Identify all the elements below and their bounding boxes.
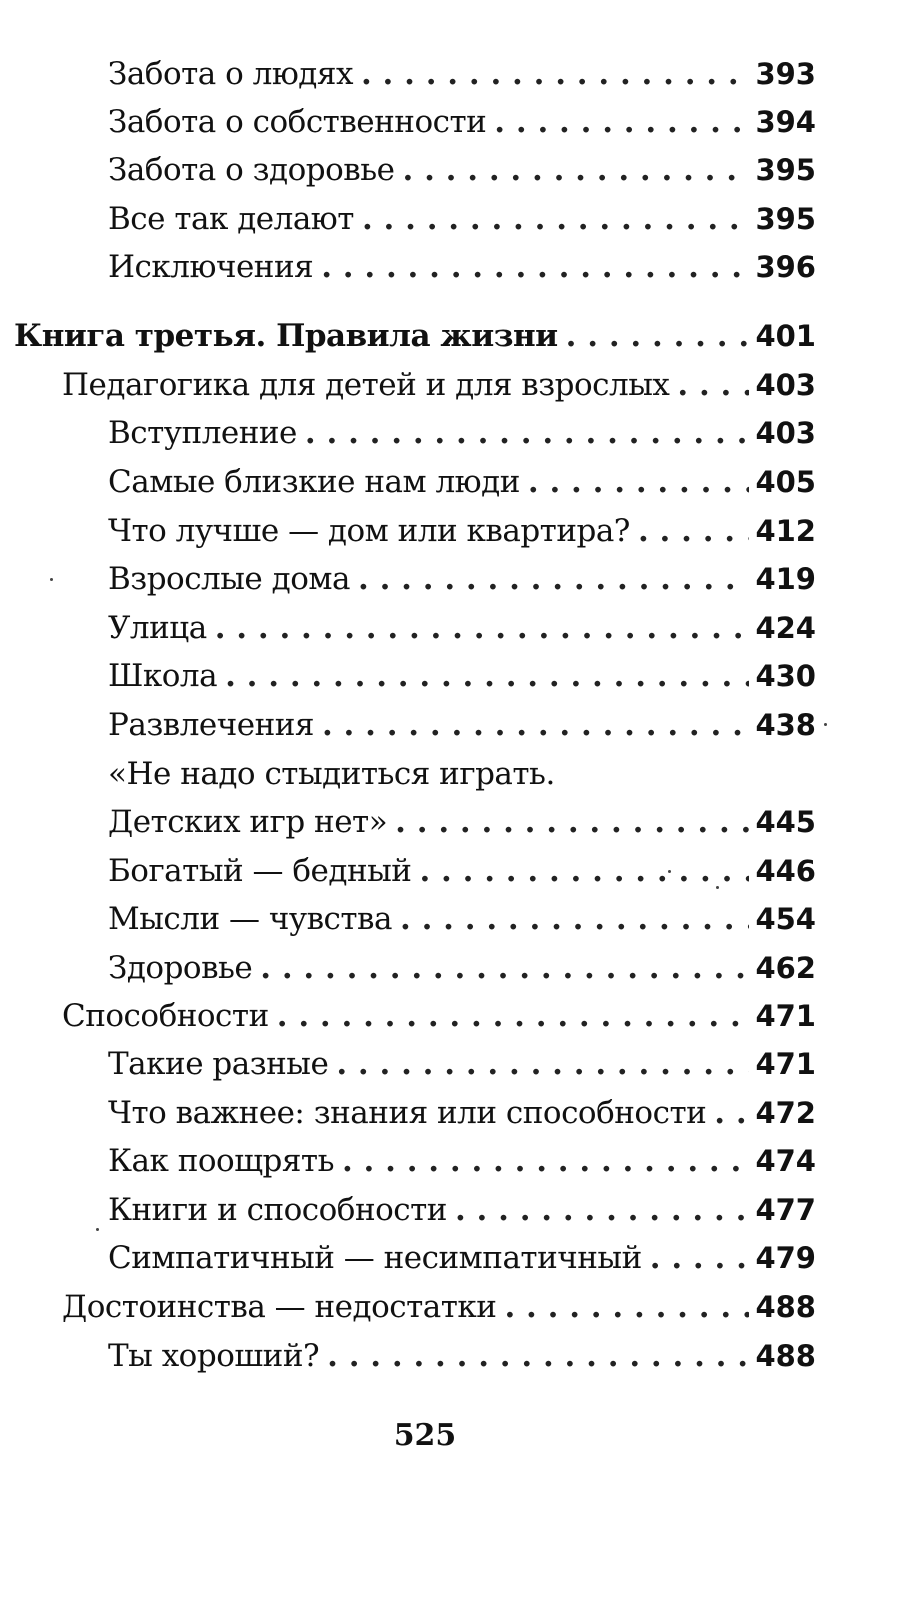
dot-leader [400,897,749,941]
toc-section [108,557,816,601]
toc-entry-title: Такие разные [108,1046,329,1082]
toc-entry-title: Что лучше — дом или квартира? [108,513,630,549]
dot-leader [714,1091,749,1135]
toc-section [108,1188,816,1232]
dot-leader [528,460,750,504]
toc-entry-page: 454 [755,902,816,936]
toc-entry-page: 412 [755,514,816,548]
dot-leader [361,52,750,96]
toc-section [108,897,816,941]
toc-entry-title: Что важнее: знания или способности [108,1095,707,1131]
toc-entry-page: 462 [755,951,816,985]
toc-section [108,654,816,698]
toc-entry-title: Забота о собственности [108,104,487,140]
print-speck [716,886,719,889]
dot-leader [215,606,750,650]
toc-entry-title: «Не надо стыдиться играть. [108,756,555,792]
toc-entry-page: 488 [755,1290,816,1324]
toc-entry-page: 477 [755,1193,816,1227]
toc-entry-page: 424 [755,611,816,645]
dot-leader [277,994,750,1038]
toc-entry-page: 474 [755,1144,816,1178]
dot-leader [225,654,749,698]
toc-entry-title: Детских игр нет» [108,804,388,840]
toc-entry-title: Богатый — бедный [108,853,412,889]
toc-entry-page: 488 [755,1339,816,1373]
toc-chapter [62,994,816,1038]
toc-section [108,411,816,455]
toc-entry-page: 405 [755,465,816,499]
toc-entry-title: Развлечения [108,707,314,743]
toc-section [108,1139,816,1183]
toc-entry-title: Книга третья. Правила жизни [14,318,558,354]
toc-section [108,1236,816,1280]
dot-leader [358,557,749,601]
dot-leader [677,363,749,407]
toc-entry-title: Вступление [108,415,297,451]
dot-leader [494,100,749,144]
dot-leader [342,1139,750,1183]
toc-entry-title: Забота о людях [108,56,353,92]
toc-section [108,100,816,144]
toc-entry-page: 446 [755,854,816,888]
toc-entry-title: Как поощрять [108,1143,334,1179]
toc-entry-title: Мысли — чувства [108,901,392,937]
toc-entry-title: Все так делают [108,201,354,237]
dot-leader [362,197,750,241]
dot-leader [327,1334,749,1378]
toc-entry-page: 438 [755,708,816,742]
dot-leader [566,314,750,358]
print-speck [96,1228,99,1231]
toc-entry-page: 472 [755,1096,816,1130]
toc-entry-page: 395 [755,202,816,236]
toc-entry-title: Книги и способности [108,1192,447,1228]
toc-section [108,197,816,241]
toc-section [108,606,816,650]
dot-leader [455,1188,749,1232]
toc-book-heading [14,314,816,358]
dot-leader [321,245,749,289]
toc-section [108,509,816,553]
toc-entry-title: Способности [62,998,269,1034]
toc-chapter [62,1285,816,1329]
toc-entry-title: Забота о здоровье [108,152,395,188]
toc-entry-title: Педагогика для детей и для взрослых [62,367,670,403]
toc-entry-page: 396 [755,250,816,284]
toc-entry-page: 403 [755,368,816,402]
print-speck [824,723,827,726]
toc-entry-page: 401 [755,319,816,353]
toc-section [108,849,816,893]
toc-section [108,1334,816,1378]
toc-entry-page: 403 [755,416,816,450]
dot-leader [322,703,749,747]
print-speck [668,870,671,873]
toc-entry-page: 471 [755,1047,816,1081]
print-speck [50,578,53,581]
toc-entry-title: Симпатичный — несимпатичный [108,1240,642,1276]
dot-leader [650,1236,750,1280]
toc-section [108,946,816,990]
dot-leader [305,411,750,455]
toc-entry-title: Здоровье [108,950,253,986]
toc-entry-page: 430 [755,659,816,693]
toc-entry-title: Взрослые дома [108,561,350,597]
toc-section [108,1042,816,1086]
toc-entry-page: 395 [755,153,816,187]
toc-entry-title: Улица [108,610,207,646]
toc-entry-title: Ты хороший? [108,1338,320,1374]
toc-chapter [62,363,816,407]
toc-section [108,752,816,796]
page-number: 525 [393,1418,457,1453]
toc-section [108,52,816,96]
dot-leader [402,148,749,192]
toc-section [108,703,816,747]
toc-section [108,800,816,844]
toc-entry-page: 419 [755,562,816,596]
toc-entry-page: 471 [755,999,816,1033]
toc-entry-page: 479 [755,1241,816,1275]
toc-entry-page: 393 [755,57,816,91]
dot-leader [336,1042,749,1086]
toc-entry-page: 445 [755,805,816,839]
toc-entry-title: Исключения [108,249,314,285]
dot-leader [638,509,750,553]
toc-entry-title: Самые близкие нам люди [108,464,520,500]
toc-section [108,1091,816,1135]
toc-entry-title: Школа [108,658,218,694]
toc-entry-page: 394 [755,105,816,139]
dot-leader [504,1285,749,1329]
dot-leader [260,946,749,990]
toc-entry-title: Достоинства — недостатки [62,1289,497,1325]
dot-leader [395,800,749,844]
toc-section [108,148,816,192]
toc-section [108,245,816,289]
dot-leader [419,849,749,893]
toc-section [108,460,816,504]
